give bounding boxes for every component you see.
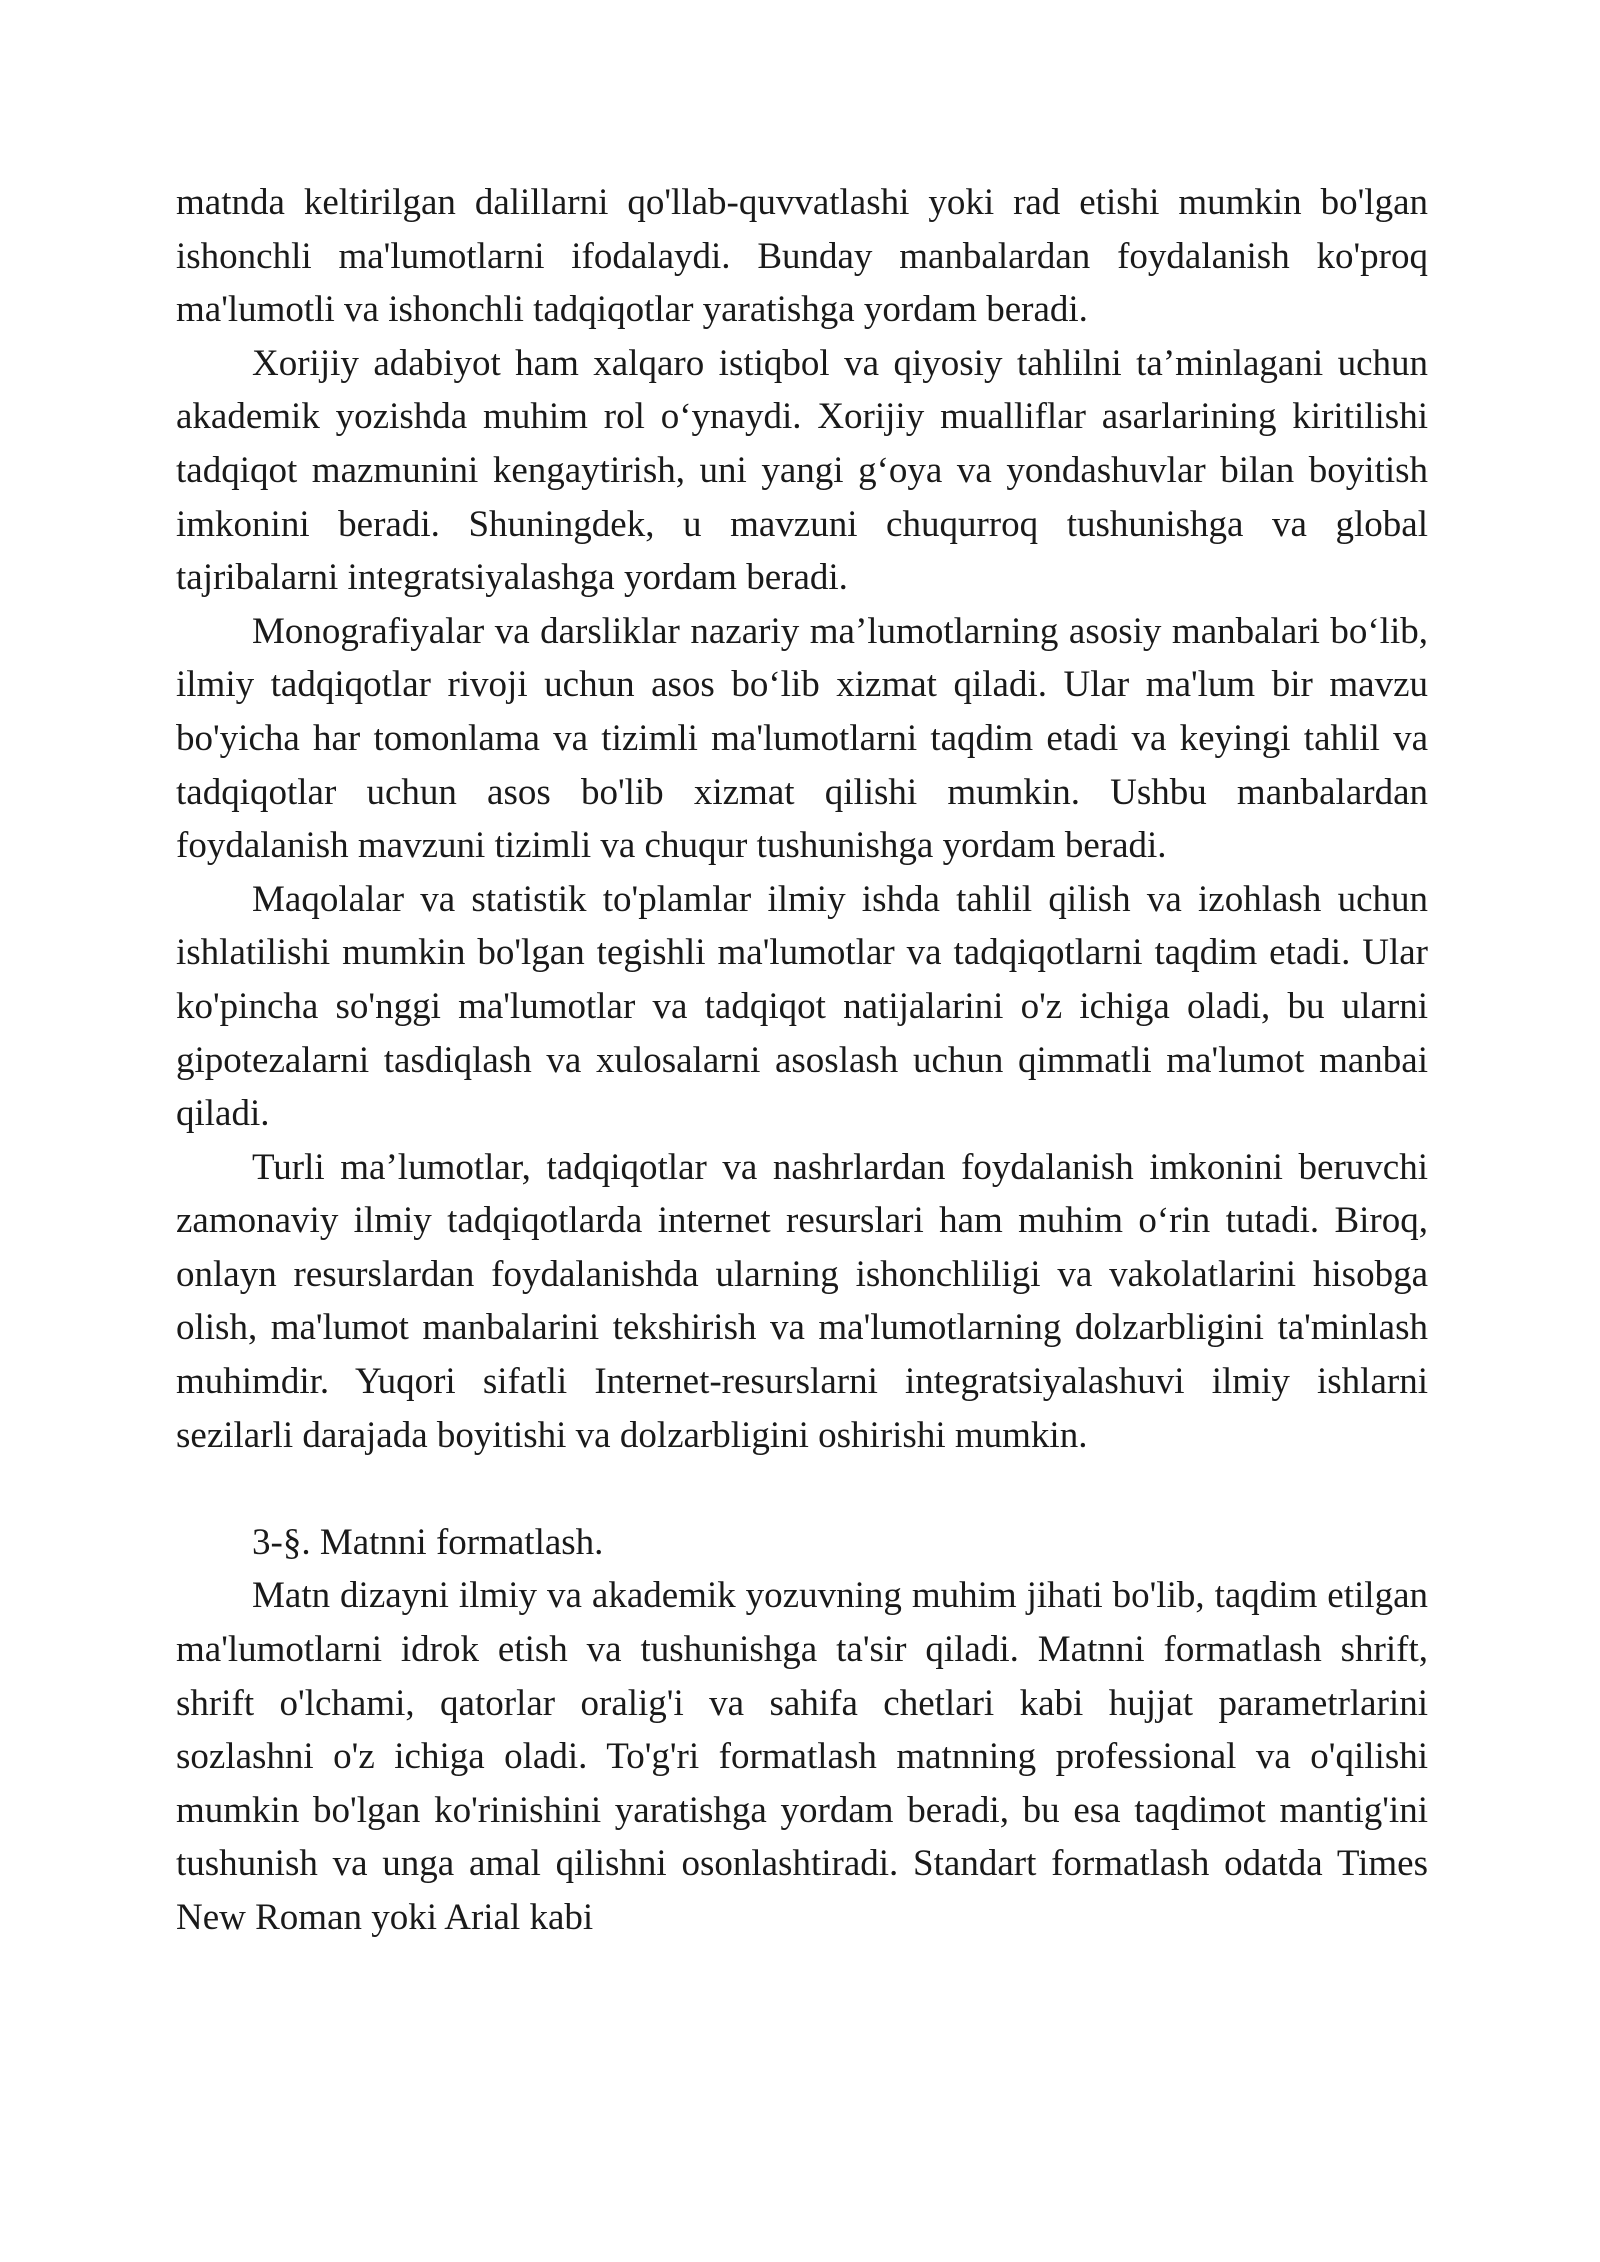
paragraph-articles-statistics: Maqolalar va statistik to'plamlar ilmiy ishda tahlil qilish va izohlash uchun ishlatilishi mumkin bo'lgan tegishli ma'lumotlar va tadqiqotlarni taqdim etadi. Ular ko'pincha so'nggi ma'lumotlar va tadqiqot natijalarini o'z ichiga oladi, bu ularni gipotezalarni tasdiqlash va xulosalarni asoslash uchun qimmatli ma'lumot manbai qiladi. — [176, 878, 1428, 1135]
section-heading: 3-§. Matnni formatlash. — [252, 1521, 604, 1563]
paragraph-sources-continued: matnda keltirilgan dalillarni qo'llab-quvvatlashi yoki rad etishi mumkin bo'lgan ishonchli ma'lumotlarni ifodalaydi. Bunday manbalardan foydalanish ko'proq ma'lumotli va ishonchli tadqiqotlar yaratishga yordam beradi. — [176, 182, 1428, 331]
paragraph-monographs: Monografiyalar va darsliklar nazariy ma’lumotlarning asosiy manbalari bo‘lib, ilmiy tadqiqotlar rivoji uchun asos bo‘lib xizmat qiladi. Ular ma'lum bir mavzu bo'yicha har tomonlama va tizimli ma'lumotlarni taqdim etadi va keyingi tahlil va tadqiqotlar uchun asos bo'lib xizmat qilishi mumkin. Ushbu manbalardan foydalanish mavzuni tizimli va chuqur tushunishga yordam beradi. — [176, 610, 1428, 867]
section-spacer — [176, 1462, 1428, 1516]
document-body — [176, 176, 1428, 1945]
paragraph-internet-resources: Turli ma’lumotlar, tadqiqotlar va nashrlardan foydalanish imkonini beruvchi zamonaviy ilmiy tadqiqotlarda internet resurslari ham muhim o‘rin tutadi. Biroq, onlayn resurslardan foydalanishda ularning ishonchliligi va vakolatlarini hisobga olish, ma'lumot manbalarini tekshirish va ma'lumotlarning dolzarbligini ta'minlash muhimdir. Yuqori sifatli Internet-resurslarni integratsiyalashuvi ilmiy ishlarni sezilarli darajada boyitishi va dolzarbligini oshirishi mumkin. — [176, 1146, 1428, 1456]
paragraph-text-formatting: Matn dizayni ilmiy va akademik yozuvning muhim jihati bo'lib, taqdim etilgan ma'lumotlarni idrok etish va tushunishga ta'sir qiladi. Matnni formatlash shrift, shrift o'lchami, qatorlar oralig'i va sahifa chetlari kabi hujjat parametrlarini sozlashni o'z ichiga oladi. To'g'ri formatlash matnning professional va o'qilishi mumkin bo'lgan ko'rinishini yaratishga yordam beradi, bu esa taqdimot mantig'ini tushunish va unga amal qilishni osonlashtiradi. Standart formatlash odatda Times New Roman yoki Arial kabi — [176, 1575, 1428, 1938]
paragraph-foreign-literature: Xorijiy adabiyot ham xalqaro istiqbol va qiyosiy tahlilni ta’minlagani uchun akademik yozishda muhim rol o‘ynaydi. Xorijiy mualliflar asarlarining kiritilishi tadqiqot mazmunini kengaytirish, uni yangi g‘oya va yondashuvlar bilan boyitish imkonini beradi. Shuningdek, u mavzuni chuqurroq tushunishga va global tajribalarni integratsiyalashga yordam beradi. — [176, 342, 1428, 599]
